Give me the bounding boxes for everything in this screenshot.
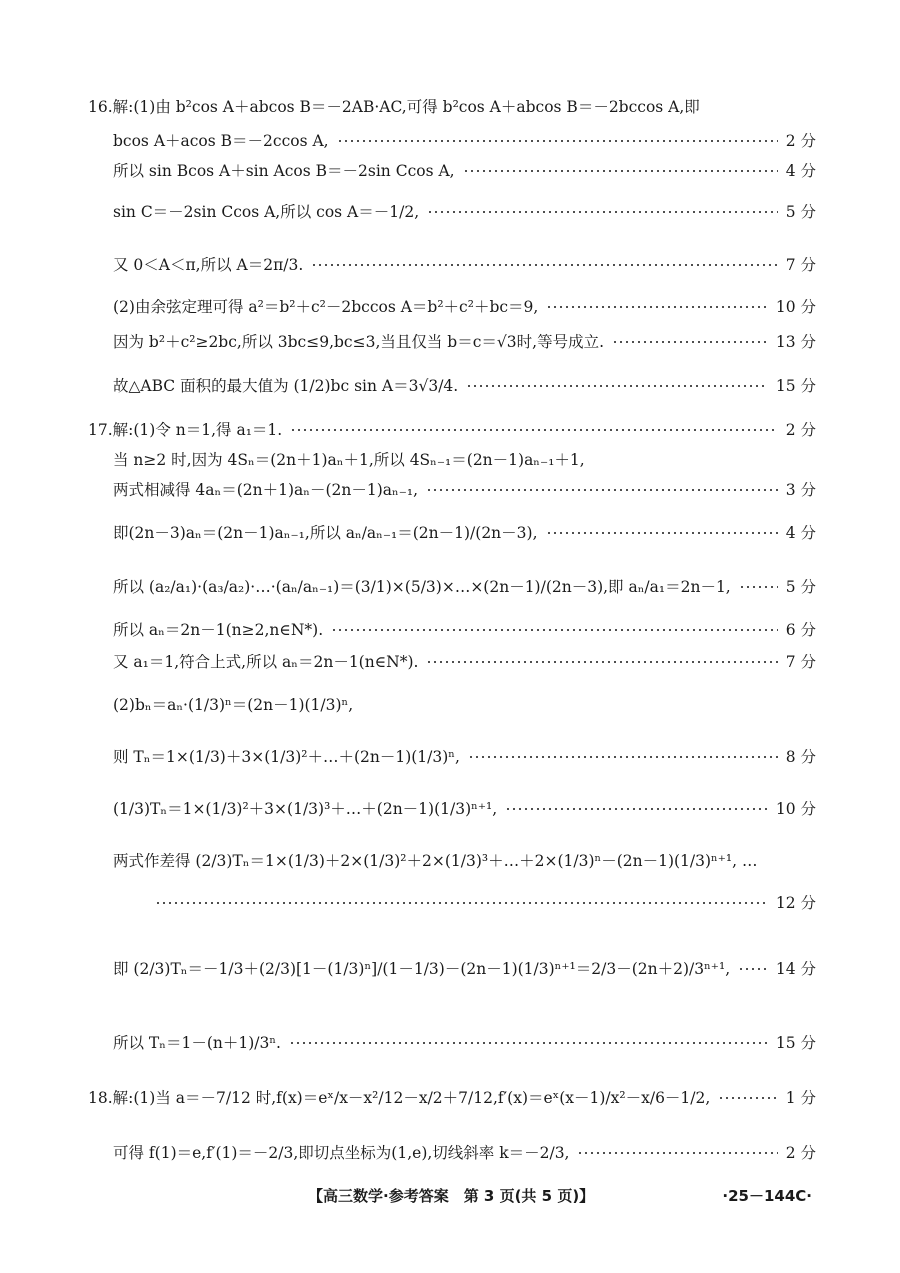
score-label: 12 分	[775, 894, 816, 912]
line-text: 则 Tₙ＝1×(1/3)＋3×(1/3)²＋…＋(2n－1)(1/3)ⁿ,	[113, 748, 460, 766]
leader-dots	[718, 1097, 777, 1099]
solution-line	[113, 256, 816, 275]
page-footer	[0, 1185, 900, 1207]
line-text: (2)bₙ＝aₙ·(1/3)ⁿ＝(2n－1)(1/3)ⁿ,	[113, 696, 354, 714]
score-label: 3 分	[785, 481, 816, 499]
line-text: bcos A＋acos B＝－2ccos A,	[113, 132, 329, 150]
leader-dots	[426, 661, 777, 663]
score-label: 15 分	[775, 1034, 816, 1052]
solution-line	[113, 1144, 816, 1163]
leader-dots	[612, 341, 768, 343]
leader-dots	[739, 586, 778, 588]
line-text: 所以 sin Bcos A＋sin Acos B＝－2sin Ccos A,	[113, 162, 455, 180]
solution-line	[113, 960, 816, 979]
solution-line	[113, 578, 816, 597]
leader-dots	[290, 429, 778, 431]
solution-line	[113, 132, 816, 151]
line-text: 即(2n－3)aₙ＝(2n－1)aₙ₋₁,所以 aₙ/aₙ₋₁＝(2n－1)/(2n－3),	[113, 524, 538, 542]
line-text: 当 n≥2 时,因为 4Sₙ＝(2n＋1)aₙ＋1,所以 4Sₙ₋₁＝(2n－1)aₙ₋₁＋1,	[113, 451, 585, 469]
solution-line	[113, 203, 816, 222]
line-text: (1/3)Tₙ＝1×(1/3)²＋3×(1/3)³＋…＋(2n－1)(1/3)ⁿ⁺¹,	[113, 800, 498, 818]
line-text: 故△ABC 面积的最大值为 (1/2)bc sin A＝3√3/4.	[113, 377, 459, 395]
solution-line	[113, 894, 816, 913]
line-text: 又 a₁＝1,符合上式,所以 aₙ＝2n－1(n∈N*).	[113, 653, 419, 671]
score-label: 2 分	[785, 1144, 816, 1162]
leader-dots	[505, 808, 768, 810]
score-label: 5 分	[785, 203, 816, 221]
leader-dots	[331, 629, 778, 631]
solution-line	[113, 524, 816, 543]
line-text: 可得 f(1)＝e,f′(1)＝－2/3,即切点坐标为(1,e),切线斜率 k＝－2/3,	[113, 1144, 570, 1162]
score-label: 13 分	[775, 333, 816, 351]
leader-dots	[468, 756, 778, 758]
solution-line	[113, 748, 816, 767]
line-text: 所以 Tₙ＝1－(n＋1)/3ⁿ.	[113, 1034, 281, 1052]
score-label: 2 分	[785, 421, 816, 439]
solution-line	[113, 621, 816, 640]
leader-dots	[427, 211, 778, 213]
solution-line	[113, 800, 816, 819]
leader-dots	[463, 170, 778, 172]
leader-dots	[311, 264, 777, 266]
leader-dots	[337, 140, 778, 142]
solution-line	[113, 377, 816, 396]
solution-line	[88, 421, 816, 440]
line-text: 两式作差得 (2/3)Tₙ＝1×(1/3)＋2×(1/3)²＋2×(1/3)³＋…＋2×(1/3)ⁿ－(2n－1)(1/3)ⁿ⁺¹, …	[113, 852, 758, 870]
solution-line	[88, 1089, 816, 1108]
line-text: sin C＝－2sin Ccos A,所以 cos A＝－1/2,	[113, 203, 420, 221]
leader-dots	[546, 532, 778, 534]
solution-line	[113, 653, 816, 672]
score-label: 7 分	[785, 653, 816, 671]
line-text: 17.解:(1)令 n＝1,得 a₁＝1.	[88, 421, 283, 439]
footer-title: 【高三数学·参考答案 第 3 页(共 5 页)】	[308, 1187, 595, 1205]
score-label: 1 分	[785, 1089, 816, 1107]
solution-line	[113, 162, 816, 181]
solution-line	[113, 696, 816, 715]
score-label: 4 分	[785, 162, 816, 180]
score-label: 15 分	[775, 377, 816, 395]
leader-dots	[738, 968, 768, 970]
leader-dots	[289, 1042, 768, 1044]
leader-dots	[546, 306, 768, 308]
solution-line	[113, 451, 816, 470]
solution-line	[113, 852, 816, 871]
score-label: 10 分	[775, 298, 816, 316]
solution-line	[113, 1034, 816, 1053]
leader-dots	[155, 902, 768, 904]
line-text: 16.解:(1)由 b²cos A＋abcos B＝－2AB·AC,可得 b²cos A＋abcos B＝－2bccos A,即	[88, 98, 700, 116]
line-text: 又 0＜A＜π,所以 A＝2π/3.	[113, 256, 304, 274]
solution-line	[113, 298, 816, 317]
line-text: 因为 b²＋c²≥2bc,所以 3bc≤9,bc≤3,当且仅当 b＝c＝√3时,等号成立.	[113, 333, 605, 351]
score-label: 4 分	[785, 524, 816, 542]
score-label: 7 分	[785, 256, 816, 274]
line-text: 所以 (a₂/a₁)·(a₃/a₂)·…·(aₙ/aₙ₋₁)＝(3/1)×(5/3)×…×(2n－1)/(2n－3),即 aₙ/a₁＝2n－1,	[113, 578, 731, 596]
footer-code: ·25－144C·	[722, 1187, 812, 1205]
solution-line	[88, 98, 816, 117]
score-label: 6 分	[785, 621, 816, 639]
leader-dots	[426, 489, 778, 491]
score-label: 5 分	[785, 578, 816, 596]
line-text: 即 (2/3)Tₙ＝－1/3＋(2/3)[1－(1/3)ⁿ]/(1－1/3)－(2n－1)(1/3)ⁿ⁺¹＝2/3－(2n＋2)/3ⁿ⁺¹,	[113, 960, 731, 978]
leader-dots	[466, 385, 768, 387]
line-text: (2)由余弦定理可得 a²＝b²＋c²－2bccos A＝b²＋c²＋bc＝9,	[113, 298, 539, 316]
leader-dots	[577, 1152, 777, 1154]
score-label: 8 分	[785, 748, 816, 766]
line-text: 两式相减得 4aₙ＝(2n＋1)aₙ－(2n－1)aₙ₋₁,	[113, 481, 419, 499]
score-label: 2 分	[785, 132, 816, 150]
line-text: 所以 aₙ＝2n－1(n≥2,n∈N*).	[113, 621, 324, 639]
solution-line	[113, 333, 816, 352]
line-text: 18.解:(1)当 a＝－7/12 时,f(x)＝eˣ/x－x²/12－x/2＋7/12,f′(x)＝eˣ(x－1)/x²－x/6－1/2,	[88, 1089, 711, 1107]
score-label: 14 分	[775, 960, 816, 978]
score-label: 10 分	[775, 800, 816, 818]
solution-line	[113, 481, 816, 500]
